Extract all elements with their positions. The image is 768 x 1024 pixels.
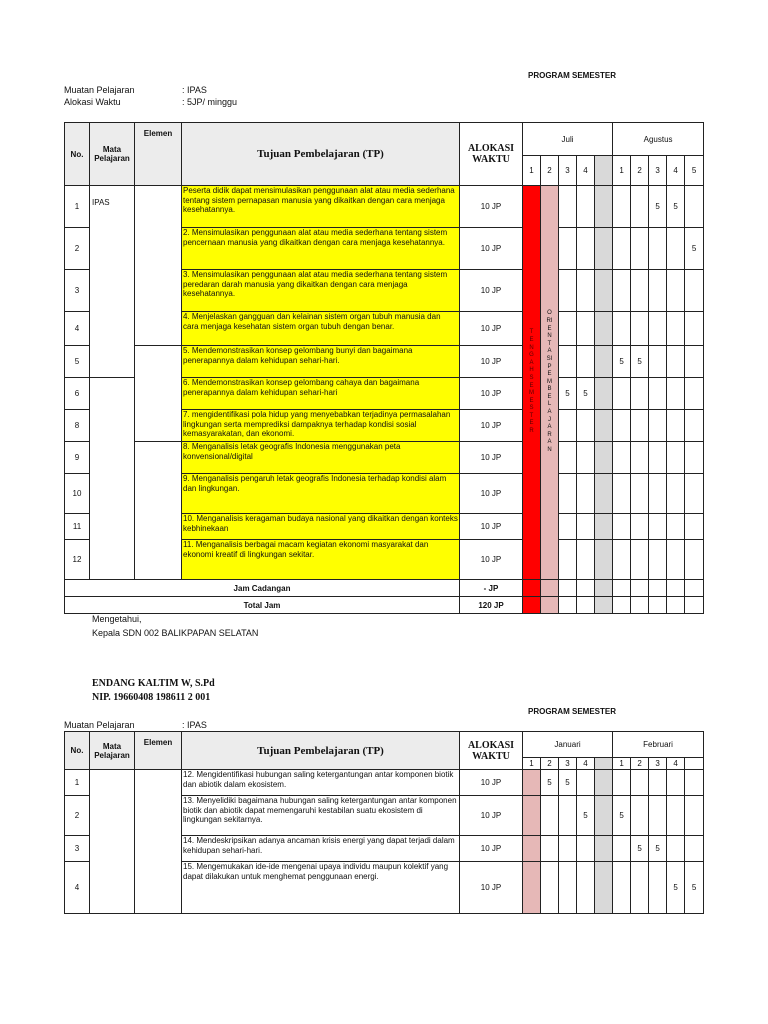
week-header: 3 <box>559 156 577 186</box>
header-no: No. <box>65 732 90 770</box>
week-cell <box>631 796 649 836</box>
week-cell <box>577 514 595 540</box>
week-cell <box>667 770 685 796</box>
row-number: 3 <box>65 836 90 862</box>
week-spacer <box>595 862 613 914</box>
row-number: 11 <box>65 514 90 540</box>
week-header: 2 <box>631 156 649 186</box>
week-cell <box>649 442 667 474</box>
total-jam-label: Total Jam <box>65 597 460 614</box>
alokasi-jp: 10 JP <box>460 442 523 474</box>
mata-pelajaran-cell-empty <box>90 770 135 914</box>
week-header: 5 <box>685 156 704 186</box>
week-cell: 5 <box>685 862 704 914</box>
muatan-label-2: Muatan Pelajaran <box>64 720 135 730</box>
row-number: 4 <box>65 312 90 346</box>
week-spacer <box>595 770 613 796</box>
week-header: 4 <box>667 156 685 186</box>
elemen-cell <box>135 186 182 346</box>
week-header: 3 <box>559 758 577 770</box>
alokasi-jp: 10 JP <box>460 836 523 862</box>
week-cell: 5 <box>649 836 667 862</box>
tujuan-pembelajaran-text: 13. Menyelidiki bagaimana hubungan saling ketergantungan antar komponen biotik dan abiotik dapat memengaruhi kestabilan suatu ekosistem di lingkungan sekitarnya. <box>182 796 460 836</box>
week-cell <box>631 442 649 474</box>
tujuan-pembelajaran-text: 4. Menjelaskan gangguan dan kelainan sistem organ tubuh manusia dan cara menjaga kesehatan sistem organ tubuh dengan benar. <box>182 312 460 346</box>
week-cell <box>667 270 685 312</box>
alokasi-jp: 10 JP <box>460 346 523 378</box>
week-cell <box>631 540 649 580</box>
week-cell <box>649 580 667 597</box>
week-cell <box>649 378 667 410</box>
header-tujuan-pembelajaran: Tujuan Pembelajaran (TP) <box>182 123 460 186</box>
week-header: 4 <box>577 156 595 186</box>
week-spacer <box>595 378 613 410</box>
week-cell <box>631 514 649 540</box>
week-cell <box>649 228 667 270</box>
tengah-semester-vertical-text: TENGAH SEMESTER <box>529 329 534 435</box>
week-cell <box>613 836 631 862</box>
week-cell <box>667 540 685 580</box>
week-cell <box>667 312 685 346</box>
week-cell <box>577 862 595 914</box>
elemen-cell <box>135 770 182 914</box>
week-cell <box>559 862 577 914</box>
alokasi-jp: 10 JP <box>460 474 523 514</box>
week-cell <box>559 474 577 514</box>
week-cell <box>685 378 704 410</box>
header-tujuan-pembelajaran: Tujuan Pembelajaran (TP) <box>182 732 460 770</box>
week-cell: 5 <box>559 770 577 796</box>
week-cell <box>613 228 631 270</box>
row-number: 2 <box>65 228 90 270</box>
row-number: 4 <box>65 862 90 914</box>
mata-pelajaran-cell-empty <box>90 378 135 580</box>
row-number: 10 <box>65 474 90 514</box>
mata-pelajaran-cell: IPAS <box>90 186 135 378</box>
tengah-semester-band <box>523 186 541 580</box>
row-number: 1 <box>65 770 90 796</box>
tujuan-pembelajaran-text: 9. Menganalisis pengaruh letak geografis Indonesia terhadap kondisi alam dan lingkungan. <box>182 474 460 514</box>
tujuan-pembelajaran-text: 15. Mengemukakan ide-ide mengenai upaya individu maupun kolektif yang dapat dilakukan untuk menghemat penggunaan energi. <box>182 862 460 914</box>
week-cell <box>667 378 685 410</box>
week-cell <box>667 410 685 442</box>
week-header: 2 <box>631 758 649 770</box>
week-cell <box>685 474 704 514</box>
tujuan-pembelajaran-text: 14. Mendeskripsikan adanya ancaman krisis energi yang dapat terjadi dalam kehidupan sehari-hari. <box>182 836 460 862</box>
week-cell <box>649 410 667 442</box>
week-cell <box>559 597 577 614</box>
week-cell <box>613 540 631 580</box>
table-row <box>65 186 704 228</box>
week-spacer <box>595 442 613 474</box>
week-cell <box>649 312 667 346</box>
alokasi-jp: 10 JP <box>460 228 523 270</box>
week-cell-pink <box>523 862 541 914</box>
tujuan-pembelajaran-text: 8. Menganalisis letak geografis Indonesia menggunakan peta konvensional/digital <box>182 442 460 474</box>
alokasi-jp: 10 JP <box>460 540 523 580</box>
week-cell <box>685 442 704 474</box>
week-cell <box>613 378 631 410</box>
week-header: 1 <box>523 156 541 186</box>
week-cell <box>577 836 595 862</box>
week-cell <box>649 796 667 836</box>
week-cell <box>685 410 704 442</box>
week-cell <box>541 862 559 914</box>
week-cell <box>577 540 595 580</box>
week-header: 1 <box>613 758 631 770</box>
jam-cadangan-label: Jam Cadangan <box>65 580 460 597</box>
week-header: 2 <box>541 758 559 770</box>
week-cell <box>667 597 685 614</box>
row-number: 6 <box>65 378 90 410</box>
week-cell <box>631 228 649 270</box>
week-cell: 5 <box>577 796 595 836</box>
week-cell <box>631 378 649 410</box>
week-cell: 5 <box>685 228 704 270</box>
week-spacer <box>595 597 613 614</box>
week-cell <box>649 540 667 580</box>
week-cell: 5 <box>667 862 685 914</box>
signatory-name: ENDANG KALTIM W, S.Pd <box>92 678 215 689</box>
week-cell <box>613 514 631 540</box>
band-cell <box>541 580 559 597</box>
row-number: 5 <box>65 346 90 378</box>
week-spacer <box>595 228 613 270</box>
jam-cadangan-value: - JP <box>460 580 523 597</box>
alokasi-jp: 10 JP <box>460 770 523 796</box>
week-cell <box>685 597 704 614</box>
week-cell: 5 <box>613 796 631 836</box>
week-cell: 5 <box>667 186 685 228</box>
week-cell <box>577 442 595 474</box>
header-elemen: Elemen <box>135 123 182 186</box>
week-cell <box>559 836 577 862</box>
week-cell <box>649 770 667 796</box>
week-cell <box>613 442 631 474</box>
week-cell <box>667 442 685 474</box>
week-cell <box>667 796 685 836</box>
muatan-value-1: : IPAS <box>182 85 207 95</box>
week-cell <box>649 514 667 540</box>
week-cell-pink <box>523 796 541 836</box>
tujuan-pembelajaran-text: 10. Menganalisis keragaman budaya nasional yang dikaitkan dengan konteks kebhinekaan <box>182 514 460 540</box>
header-elemen: Elemen <box>135 732 182 770</box>
header-month-2: Februari <box>613 732 704 758</box>
table-row <box>65 770 704 796</box>
orientasi-pembelajaran-band <box>541 186 559 580</box>
alokasi-jp: 10 JP <box>460 270 523 312</box>
week-cell <box>577 186 595 228</box>
week-cell <box>667 346 685 378</box>
row-number: 2 <box>65 796 90 836</box>
week-cell: 5 <box>649 186 667 228</box>
week-cell <box>559 514 577 540</box>
row-number: 1 <box>65 186 90 228</box>
row-number: 8 <box>65 410 90 442</box>
tujuan-pembelajaran-text: Peserta didik dapat mensimulasikan penggunaan alat atau media sederhana tentang sistem pernapasan manusia yang dikaitkan dengan cara menjaga kesehatannya. <box>182 186 460 228</box>
week-cell <box>559 270 577 312</box>
header-alokasi-waktu: ALOKASI WAKTU <box>460 123 523 186</box>
muatan-value-2: : IPAS <box>182 720 207 730</box>
week-cell <box>541 796 559 836</box>
week-cell-pink <box>523 770 541 796</box>
tujuan-pembelajaran-text: 5. Mendemonstrasikan konsep gelombang bunyi dan bagaimana penerapannya dalam kehidupan sehari-hari. <box>182 346 460 378</box>
week-cell: 5 <box>559 378 577 410</box>
week-spacer <box>595 346 613 378</box>
week-cell <box>613 580 631 597</box>
alokasi-label-1: Alokasi Waktu <box>64 97 121 107</box>
header-alokasi-waktu: ALOKASI WAKTU <box>460 732 523 770</box>
week-spacer <box>595 312 613 346</box>
week-spacer <box>595 580 613 597</box>
week-cell <box>667 228 685 270</box>
week-cell <box>631 597 649 614</box>
week-cell <box>577 597 595 614</box>
week-cell <box>559 540 577 580</box>
header-month-1: Juli <box>523 123 613 156</box>
alokasi-value-1: : 5JP/ minggu <box>182 97 238 107</box>
week-cell <box>667 474 685 514</box>
week-cell <box>577 270 595 312</box>
week-header: 3 <box>649 758 667 770</box>
week-cell <box>649 270 667 312</box>
week-cell-pink <box>523 836 541 862</box>
week-cell <box>631 770 649 796</box>
header-month-1: Januari <box>523 732 613 758</box>
week-cell: 5 <box>631 836 649 862</box>
program-table-1 <box>64 122 704 614</box>
tujuan-pembelajaran-text: 6. Mendemonstrasikan konsep gelombang cahaya dan bagaimana penerapannya dalam kehidupan sehari-hari <box>182 378 460 410</box>
week-cell <box>685 580 704 597</box>
week-spacer <box>595 796 613 836</box>
week-cell <box>559 796 577 836</box>
program-semester-title-2: PROGRAM SEMESTER <box>528 707 617 716</box>
tujuan-pembelajaran-text: 2. Mensimulasikan penggunaan alat atau media sederhana tentang sistem pencernaan manusia yang dikaitkan dengan cara menjaga kesehatannya. <box>182 228 460 270</box>
band-cell <box>541 597 559 614</box>
week-cell: 5 <box>613 346 631 378</box>
week-cell <box>577 474 595 514</box>
week-cell <box>577 580 595 597</box>
week-cell <box>649 346 667 378</box>
week-cell <box>649 597 667 614</box>
table-row <box>65 442 704 474</box>
week-spacer <box>595 758 613 770</box>
week-header: 3 <box>649 156 667 186</box>
week-cell <box>631 270 649 312</box>
alokasi-jp: 10 JP <box>460 796 523 836</box>
tujuan-pembelajaran-text: 7. mengidentifikasi pola hidup yang menyebabkan terjadinya permasalahan lingkungan serta memprediksi dampaknya terhadap kondisi sosial kemasyarakatan, dan ekonomi. <box>182 410 460 442</box>
week-cell <box>631 312 649 346</box>
week-cell <box>649 474 667 514</box>
header-mata-pelajaran: Mata Pelajaran <box>90 123 135 186</box>
row-number: 12 <box>65 540 90 580</box>
muatan-label-1: Muatan Pelajaran <box>64 85 135 95</box>
header-mata-pelajaran: Mata Pelajaran <box>90 732 135 770</box>
total-jam-value: 120 JP <box>460 597 523 614</box>
kepala-sekolah-text: Kepala SDN 002 BALIKPAPAN SELATAN <box>92 628 259 638</box>
week-cell <box>667 580 685 597</box>
week-cell <box>577 410 595 442</box>
tujuan-pembelajaran-text: 3. Mensimulasikan penggunaan alat atau media sederhana tentang sistem peredaran darah manusia yang dikaitkan dengan cara menjaga kesehatannya. <box>182 270 460 312</box>
week-spacer <box>595 514 613 540</box>
week-cell <box>685 346 704 378</box>
tujuan-pembelajaran-text: 12. Mengidentifikasi hubungan saling ketergantungan antar komponen biotik dan abiotik dalam ekosistem. <box>182 770 460 796</box>
week-cell <box>685 312 704 346</box>
week-cell <box>649 862 667 914</box>
week-cell <box>613 410 631 442</box>
week-header: 4 <box>577 758 595 770</box>
mengetahui-text: Mengetahui, <box>92 614 142 624</box>
week-spacer <box>595 186 613 228</box>
week-cell: 5 <box>577 378 595 410</box>
week-cell <box>577 228 595 270</box>
week-cell <box>559 312 577 346</box>
program-table-2 <box>64 731 704 914</box>
week-cell <box>613 770 631 796</box>
week-cell <box>559 410 577 442</box>
week-cell <box>613 862 631 914</box>
week-cell <box>631 580 649 597</box>
week-cell <box>631 186 649 228</box>
week-cell <box>667 514 685 540</box>
alokasi-jp: 10 JP <box>460 410 523 442</box>
row-number: 3 <box>65 270 90 312</box>
week-spacer <box>595 410 613 442</box>
row-number: 9 <box>65 442 90 474</box>
week-cell <box>577 346 595 378</box>
week-cell <box>685 796 704 836</box>
week-header: 4 <box>667 758 685 770</box>
orientasi-pembelajaran-vertical-text: ORIENTASI PEMBELAJARAN <box>546 310 553 454</box>
week-cell <box>559 580 577 597</box>
week-spacer <box>595 836 613 862</box>
week-cell <box>559 228 577 270</box>
week-cell <box>631 410 649 442</box>
week-cell <box>685 270 704 312</box>
week-cell <box>613 312 631 346</box>
week-cell <box>559 442 577 474</box>
week-header: 2 <box>541 156 559 186</box>
week-spacer <box>595 474 613 514</box>
week-cell <box>559 186 577 228</box>
week-cell <box>631 862 649 914</box>
header-no: No. <box>65 123 90 186</box>
alokasi-jp: 10 JP <box>460 514 523 540</box>
week-header-empty <box>685 758 704 770</box>
week-cell <box>685 514 704 540</box>
band-cell <box>523 597 541 614</box>
week-cell <box>541 836 559 862</box>
week-cell <box>631 474 649 514</box>
tujuan-pembelajaran-text: 11. Menganalisis berbagai macam kegiatan ekonomi masyarakat dan ekonomi kreatif di lingkungan sekitar. <box>182 540 460 580</box>
week-cell <box>577 312 595 346</box>
week-cell <box>685 836 704 862</box>
header-month-2: Agustus <box>613 123 704 156</box>
alokasi-jp: 10 JP <box>460 186 523 228</box>
week-cell <box>613 186 631 228</box>
week-header: 1 <box>523 758 541 770</box>
week-cell <box>559 346 577 378</box>
week-cell <box>667 836 685 862</box>
week-spacer <box>595 156 613 186</box>
week-cell: 5 <box>631 346 649 378</box>
alokasi-jp: 10 JP <box>460 862 523 914</box>
week-cell <box>685 186 704 228</box>
week-cell <box>613 597 631 614</box>
program-semester-title-1: PROGRAM SEMESTER <box>528 71 617 80</box>
week-spacer <box>595 540 613 580</box>
week-spacer <box>595 270 613 312</box>
elemen-cell <box>135 442 182 580</box>
week-cell <box>613 474 631 514</box>
week-cell <box>685 540 704 580</box>
week-cell: 5 <box>541 770 559 796</box>
table-row <box>65 346 704 378</box>
week-cell <box>577 770 595 796</box>
band-cell <box>523 580 541 597</box>
alokasi-jp: 10 JP <box>460 378 523 410</box>
week-cell <box>685 770 704 796</box>
elemen-cell <box>135 346 182 442</box>
alokasi-jp: 10 JP <box>460 312 523 346</box>
week-header: 1 <box>613 156 631 186</box>
week-cell <box>613 270 631 312</box>
signatory-nip: NIP. 19660408 198611 2 001 <box>92 692 211 703</box>
